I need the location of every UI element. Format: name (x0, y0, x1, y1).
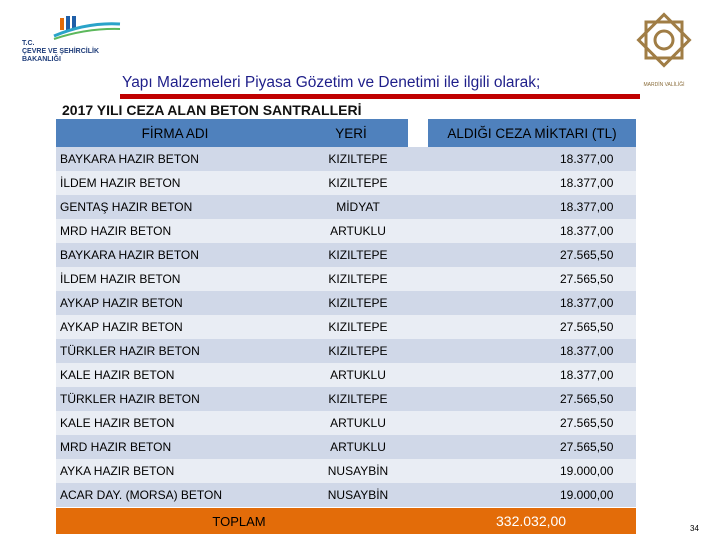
penalty-amount-cell: 18.377,00 (560, 368, 614, 382)
table-row (56, 459, 636, 483)
ministry-line-2: ÇEVRE VE ŞEHİRCİLİK (22, 48, 100, 55)
location-cell: ARTUKLU (330, 368, 386, 382)
location-cell: KIZILTEPE (328, 176, 388, 190)
governorship-logo (626, 8, 702, 92)
firm-name-cell: BAYKARA HAZIR BETON (60, 248, 199, 262)
location-cell: ARTUKLU (330, 224, 386, 238)
location-cell: KIZILTEPE (328, 320, 388, 334)
ministry-logo (22, 12, 132, 68)
total-value: 332.032,00 (422, 508, 636, 534)
penalty-amount-cell: 27.565,50 (560, 392, 614, 406)
firm-name-cell: GENTAŞ HAZIR BETON (60, 200, 193, 214)
penalty-amount-cell: 18.377,00 (560, 296, 614, 310)
penalty-amount-cell: 27.565,50 (560, 248, 614, 262)
table-row (56, 339, 636, 363)
location-cell: ARTUKLU (330, 416, 386, 430)
firm-name-cell: İLDEM HAZIR BETON (60, 176, 181, 190)
penalty-table (56, 119, 636, 507)
firm-name-cell: TÜRKLER HAZIR BETON (60, 344, 200, 358)
total-label: TOPLAM (56, 508, 422, 534)
table-row (56, 147, 636, 171)
column-header-penalty: ALDIĞI CEZA MİKTARI (TL) (428, 119, 636, 147)
location-cell: KIZILTEPE (328, 296, 388, 310)
location-cell: KIZILTEPE (328, 248, 388, 262)
ministry-line-3: BAKANLIĞI (22, 56, 61, 63)
firm-name-cell: AYKAP HAZIR BETON (60, 296, 183, 310)
location-cell: KIZILTEPE (328, 344, 388, 358)
table-row (56, 387, 636, 411)
table-body (56, 147, 636, 507)
firm-name-cell: MRD HAZIR BETON (60, 224, 172, 238)
headline-divider (120, 94, 640, 99)
firm-name-cell: AYKAP HAZIR BETON (60, 320, 183, 334)
location-cell: ARTUKLU (330, 440, 386, 454)
penalty-amount-cell: 27.565,50 (560, 320, 614, 334)
location-cell: KIZILTEPE (328, 392, 388, 406)
ministry-name (22, 40, 99, 64)
table-title: 2017 YILI CEZA ALAN BETON SANTRALLERİ (62, 102, 362, 118)
column-header-location: YERİ (294, 119, 408, 147)
location-cell: MİDYAT (336, 200, 380, 214)
table-row (56, 195, 636, 219)
penalty-amount-cell: 27.565,50 (560, 416, 614, 430)
firm-name-cell: KALE HAZIR BETON (60, 416, 175, 430)
table-row (56, 411, 636, 435)
table-row (56, 435, 636, 459)
governorship-name: MARDİN VALİLİĞİ (643, 82, 685, 88)
firm-name-cell: TÜRKLER HAZIR BETON (60, 392, 200, 406)
total-row (56, 508, 636, 534)
location-cell: NUSAYBİN (327, 488, 389, 502)
penalty-amount-cell: 19.000,00 (560, 464, 614, 478)
firm-name-cell: AYKA HAZIR BETON (60, 464, 175, 478)
penalty-amount-cell: 19.000,00 (560, 488, 614, 502)
page-headline: Yapı Malzemeleri Piyasa Gözetim ve Denetimi ile ilgili olarak; (122, 74, 541, 91)
page-number: 34 (690, 524, 699, 533)
location-cell: NUSAYBİN (327, 464, 389, 478)
penalty-amount-cell: 27.565,50 (560, 440, 614, 454)
ministry-line-1: T.C. (22, 40, 35, 47)
location-cell: KIZILTEPE (328, 272, 388, 286)
table-row (56, 219, 636, 243)
penalty-amount-cell: 18.377,00 (560, 344, 614, 358)
penalty-amount-cell: 18.377,00 (560, 152, 614, 166)
firm-name-cell: ACAR DAY. (MORSA) BETON (60, 488, 223, 502)
column-header-firm: FİRMA ADI (56, 119, 294, 147)
location-cell: KIZILTEPE (328, 152, 388, 166)
penalty-amount-cell: 18.377,00 (560, 200, 614, 214)
table-row (56, 363, 636, 387)
firm-name-cell: MRD HAZIR BETON (60, 440, 172, 454)
penalty-amount-cell: 18.377,00 (560, 176, 614, 190)
table-row (56, 243, 636, 267)
table-row (56, 267, 636, 291)
governorship-emblem-icon (626, 8, 702, 80)
table-row (56, 291, 636, 315)
firm-name-cell: KALE HAZIR BETON (60, 368, 175, 382)
firm-name-cell: BAYKARA HAZIR BETON (60, 152, 199, 166)
firm-name-cell: İLDEM HAZIR BETON (60, 272, 181, 286)
table-row (56, 171, 636, 195)
table-header (56, 119, 636, 147)
penalty-amount-cell: 18.377,00 (560, 224, 614, 238)
table-row (56, 483, 636, 507)
ministry-emblem-icon (52, 14, 122, 40)
penalty-amount-cell: 27.565,50 (560, 272, 614, 286)
table-row (56, 315, 636, 339)
